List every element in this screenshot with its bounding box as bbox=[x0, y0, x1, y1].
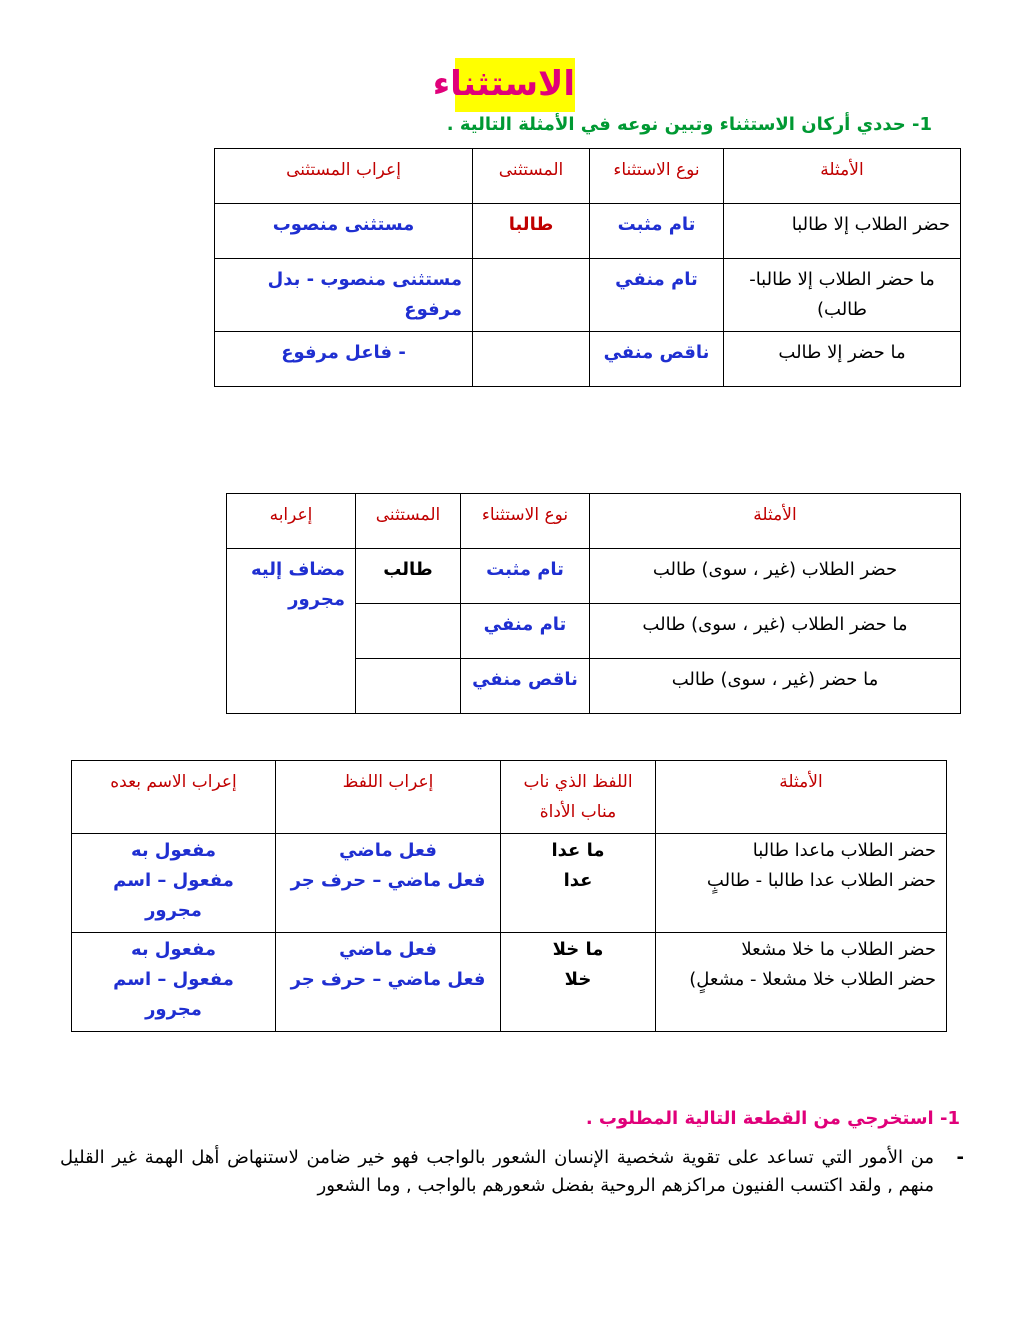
example-cell: ما حضر (غير ، سوى) طالب bbox=[590, 659, 961, 714]
example-line: حضر الطلاب ما خلا مشعلا bbox=[741, 939, 936, 960]
page-title: الاستثناء bbox=[455, 58, 575, 112]
word-irab-line: فعل ماضي bbox=[339, 939, 437, 960]
passage-text: من الأمور التي تساعد على تقوية شخصية الإنسان الشعور بالواجب فهو خير ضامن لاستنهاض أهل الهمة غير القليل منهم , ولقد اكتسب الفنيون مراكزهم الروحية بفضل شعورهم بالواجب , وما الشعور bbox=[60, 1147, 934, 1196]
example-line: حضر الطلاب عدا طالبا - طالبٍ bbox=[706, 870, 936, 891]
mustathna-cell: طالبا bbox=[473, 204, 590, 259]
header-word: اللفظ الذي ناب مناب الأداة bbox=[501, 761, 656, 834]
type-cell: تام منفي bbox=[590, 259, 724, 332]
irab-cell: مستثنى منصوب - بدل مرفوع bbox=[215, 259, 473, 332]
example-cell: ما حضر الطلاب إلا طالبا-طالب) bbox=[724, 259, 961, 332]
example-cell: حضر الطلاب إلا طالبا bbox=[724, 204, 961, 259]
ada-khala-table bbox=[71, 760, 947, 1032]
header-word-irab: إعراب اللفظ bbox=[276, 761, 501, 834]
noun-irab-line: مفعول به bbox=[130, 840, 217, 861]
word-irab-cell bbox=[276, 834, 501, 933]
mustathna-cell bbox=[473, 332, 590, 387]
example-cell: ما حضر الطلاب (غير ، سوى) طالب bbox=[590, 604, 961, 659]
word-irab-line: فعل ماضي bbox=[339, 840, 437, 861]
header-noun-irab: إعراب الاسم بعده bbox=[72, 761, 276, 834]
table-header-row bbox=[72, 761, 947, 834]
noun-irab-cell bbox=[72, 834, 276, 933]
bullet: - bbox=[956, 1147, 964, 1168]
table-row bbox=[227, 549, 961, 604]
header-type: نوع الاستثناء bbox=[590, 149, 724, 204]
word-irab-line: فعل ماضي – حرف جر bbox=[290, 969, 486, 990]
irab-cell: مستثنى منصوب bbox=[215, 204, 473, 259]
word-irab-cell bbox=[276, 933, 501, 1032]
mustathna-cell bbox=[473, 259, 590, 332]
example-line: حضر الطلاب ماعدا طالبا bbox=[752, 840, 936, 861]
passage bbox=[60, 1144, 964, 1200]
header-examples: الأمثلة bbox=[656, 761, 947, 834]
header-examples: الأمثلة bbox=[590, 494, 961, 549]
noun-irab-line: مفعول به bbox=[130, 939, 217, 960]
word-line: ما عدا bbox=[551, 840, 605, 861]
ghayr-siwa-table bbox=[226, 493, 961, 714]
word-line: ما خلا bbox=[552, 939, 604, 960]
table-row bbox=[215, 259, 961, 332]
word-line: خلا bbox=[564, 969, 592, 990]
mustathna-cell bbox=[356, 604, 461, 659]
type-cell: تام مثبت bbox=[590, 204, 724, 259]
example-line: حضر الطلاب خلا مشعلا - مشعلٍ) bbox=[689, 969, 936, 990]
irab-cell: مضاف إليه مجرور bbox=[227, 549, 356, 714]
type-cell: تام مثبت bbox=[461, 549, 590, 604]
type-cell: ناقص منفي bbox=[461, 659, 590, 714]
type-cell: تام منفي bbox=[461, 604, 590, 659]
word-irab-line: فعل ماضي – حرف جر bbox=[290, 870, 486, 891]
noun-irab-line: مفعول – اسم مجرور bbox=[113, 870, 234, 921]
word-cell bbox=[501, 834, 656, 933]
exercise-1-heading: 1- حددي أركان الاستثناء وتبين نوعه في الأمثلة التالية . bbox=[446, 114, 932, 135]
mustathna-cell bbox=[356, 659, 461, 714]
header-mustathna: المستثنى bbox=[356, 494, 461, 549]
header-irab: إعرابه bbox=[227, 494, 356, 549]
header-type: نوع الاستثناء bbox=[461, 494, 590, 549]
example-cell bbox=[656, 933, 947, 1032]
word-cell bbox=[501, 933, 656, 1032]
table-header-row bbox=[227, 494, 961, 549]
example-cell: حضر الطلاب (غير ، سوى) طالب bbox=[590, 549, 961, 604]
noun-irab-line: مفعول – اسم مجرور bbox=[113, 969, 234, 1020]
table-row bbox=[215, 332, 961, 387]
header-examples: الأمثلة bbox=[724, 149, 961, 204]
type-cell: ناقص منفي bbox=[590, 332, 724, 387]
header-irab: إعراب المستثنى bbox=[215, 149, 473, 204]
word-line: عدا bbox=[563, 870, 593, 891]
table-row bbox=[215, 204, 961, 259]
table-row bbox=[72, 834, 947, 933]
irab-cell: - فاعل مرفوع bbox=[215, 332, 473, 387]
example-cell bbox=[656, 834, 947, 933]
exercise-2-heading: 1- استخرجي من القطعة التالية المطلوب . bbox=[585, 1108, 960, 1129]
mustathna-cell: طالب bbox=[356, 549, 461, 604]
illa-exception-table bbox=[214, 148, 961, 387]
noun-irab-cell bbox=[72, 933, 276, 1032]
table-header-row bbox=[215, 149, 961, 204]
header-mustathna: المستثنى bbox=[473, 149, 590, 204]
example-cell: ما حضر إلا طالب bbox=[724, 332, 961, 387]
table-row bbox=[72, 933, 947, 1032]
